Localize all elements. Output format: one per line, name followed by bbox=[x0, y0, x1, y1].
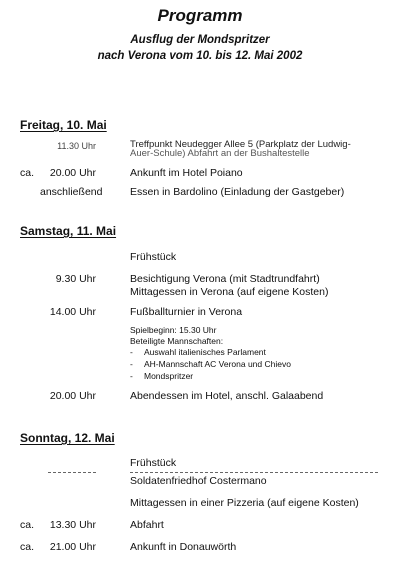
saturday-entry-2b bbox=[0, 286, 400, 302]
day-heading-friday: Freitag, 10. Mai bbox=[20, 118, 107, 132]
entry-time: 20.00 Uhr bbox=[49, 167, 96, 179]
entry-description: Essen in Bardolino (Einladung der Gastgeber) bbox=[130, 186, 345, 198]
teams-label: Beteiligte Mannschaften: bbox=[130, 336, 224, 346]
entry-description: Besichtigung Verona (mit Stadtrundfahrt) bbox=[130, 273, 320, 285]
entry-description: Soldatenfriedhof Costermano bbox=[130, 475, 267, 487]
friday-entry-2 bbox=[0, 167, 400, 183]
team-name: Mondspritzer bbox=[144, 371, 194, 381]
entry-description: Mittagessen in einer Pizzeria (auf eigene Kosten) bbox=[130, 497, 359, 509]
entry-time: 11.30 Uhr bbox=[57, 141, 96, 151]
sunday-entry-1 bbox=[0, 457, 400, 473]
approx-label: ca. bbox=[20, 519, 35, 531]
day-heading-sunday: Sonntag, 12. Mai bbox=[20, 431, 115, 445]
entry-description: Abfahrt bbox=[130, 519, 164, 531]
match-start: Spielbeginn: 15.30 Uhr bbox=[130, 325, 217, 335]
team-name: AH-Mannschaft AC Verona und Chievo bbox=[144, 359, 291, 369]
team-item: - Mondspritzer bbox=[130, 371, 194, 381]
entry-time: 14.00 Uhr bbox=[49, 306, 96, 318]
team-name: Auswahl italienisches Parlament bbox=[144, 347, 266, 357]
entry-description: Frühstück bbox=[130, 251, 177, 263]
sunday-entry-3 bbox=[0, 497, 400, 513]
entry-description: Ankunft im Hotel Poiano bbox=[130, 167, 243, 179]
team-item: - Auswahl italienisches Parlament bbox=[130, 347, 266, 357]
day-heading-saturday: Samstag, 11. Mai bbox=[20, 224, 117, 238]
friday-entry-3 bbox=[0, 186, 400, 202]
dashed-separator bbox=[130, 472, 378, 473]
entry-description: Abendessen im Hotel, anschl. Galaabend bbox=[130, 390, 324, 402]
page-title: Programm bbox=[157, 6, 243, 25]
saturday-entry-1 bbox=[0, 251, 400, 267]
entry-time: 20.00 Uhr bbox=[49, 390, 96, 402]
entry-time: anschließend bbox=[40, 186, 103, 198]
entry-description: Fußballturnier in Verona bbox=[130, 306, 243, 318]
entry-description: Frühstück bbox=[130, 457, 177, 469]
entry-description: Ankunft in Donauwörth bbox=[130, 541, 237, 553]
entry-description-2: Auer-Schule) Abfahrt an der Bushaltestelle bbox=[130, 148, 310, 159]
approx-label: ca. bbox=[20, 541, 35, 553]
dashed-time-line bbox=[48, 472, 96, 473]
entry-description-2: Mittagessen in Verona (auf eigene Kosten) bbox=[130, 286, 329, 298]
entry-description: Treffpunkt Neudegger Allee 5 (Parkplatz der Ludwig- bbox=[130, 139, 351, 150]
sunday-entry-5 bbox=[0, 541, 400, 557]
team-item: - AH-Mannschaft AC Verona und Chievo bbox=[130, 359, 291, 369]
sunday-entry-2 bbox=[0, 475, 400, 491]
saturday-evening bbox=[0, 390, 400, 406]
entry-time: 9.30 Uhr bbox=[55, 273, 96, 285]
subtitle-line2: nach Verona vom 10. bis 12. Mai 2002 bbox=[97, 50, 303, 62]
subtitle-line1: Ausflug der Mondspritzer bbox=[130, 34, 270, 46]
saturday-entry-3 bbox=[0, 306, 400, 322]
entry-time: 21.00 Uhr bbox=[49, 541, 96, 553]
entry-time: 13.30 Uhr bbox=[49, 519, 96, 531]
sunday-entry-4 bbox=[0, 519, 400, 535]
approx-label: ca. bbox=[20, 167, 35, 179]
